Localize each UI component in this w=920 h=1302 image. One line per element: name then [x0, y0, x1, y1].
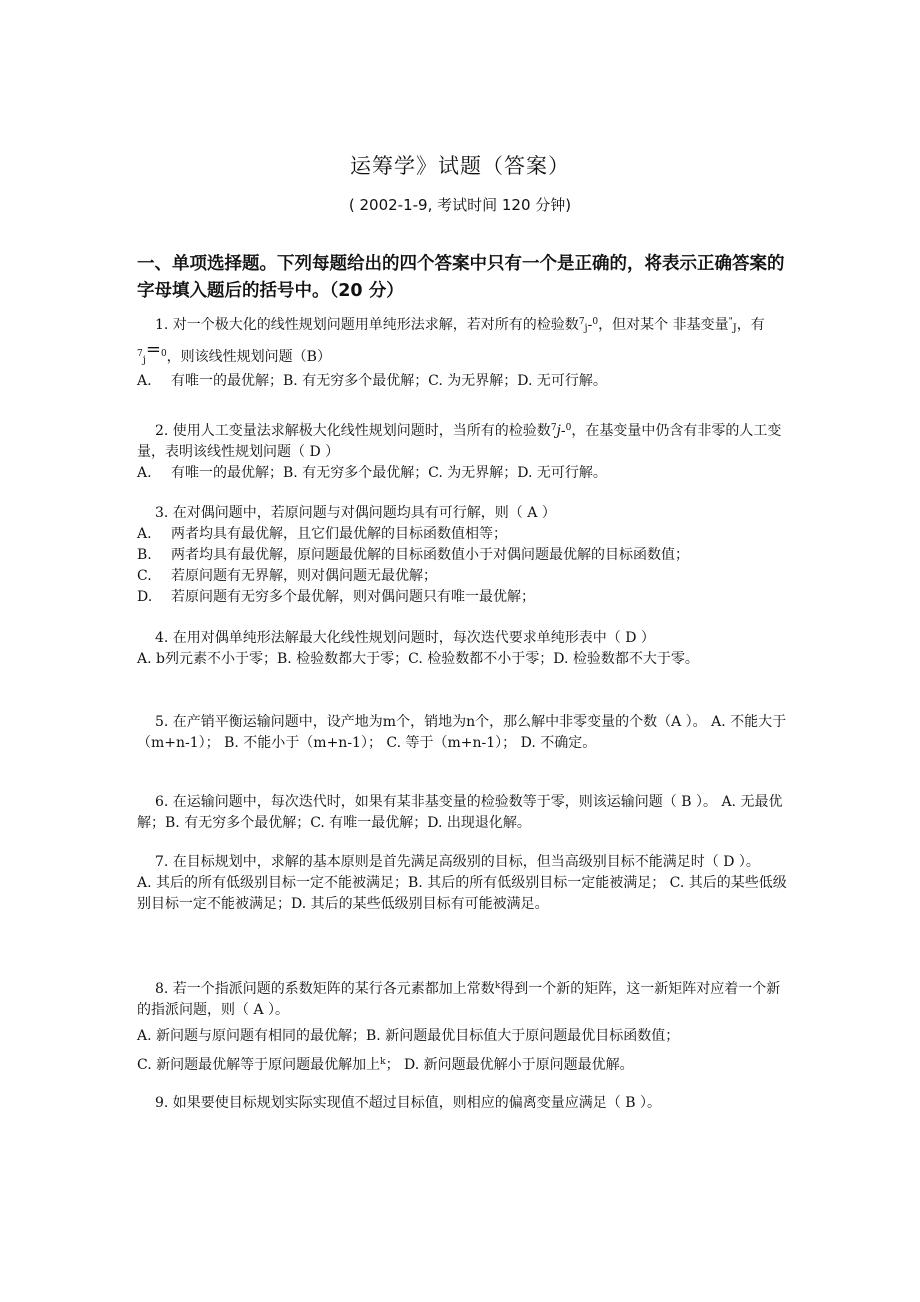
question-8-text: 8. 若一个指派问题的系数矩阵的某行各元素都加上常数$^k$得到一个新的矩阵，这一新矩阵对应着一个新的指派问题，则（ A ）。 — [137, 981, 781, 1018]
question-2 — [137, 418, 792, 484]
question-1-options: A. 有唯一的最优解；B. 有无穷多个最优解；C. 为无界解；D. 无可行解。 — [137, 373, 607, 389]
section-heading-single-choice: 一、单项选择题。下列每题给出的四个答案中只有一个是正确的，将表示正确答案的字母填入题后的括号中。（20 分） — [137, 254, 785, 301]
question-3-option-d: D. 若原问题有无穷多个最优解，则对偶问题只有唯一最优解； — [137, 589, 535, 605]
question-8 — [137, 976, 792, 1076]
question-3-option-c: C. 若原问题有无界解，则对偶问题无最优解； — [137, 568, 437, 584]
question-3-option-a: A. 两者均具有最优解，且它们最优解的目标函数值相等； — [137, 526, 507, 542]
question-1 — [137, 312, 792, 392]
question-4-text: 4. 在用对偶单纯形法解最大化线性规划问题时，每次迭代要求单纯形表中（ D ） — [155, 630, 655, 646]
question-4-options: A. b列元素不小于零；B. 检验数都大于零；C. 检验数都不小于零；D. 检验数都不大于零。 — [137, 651, 699, 667]
question-4 — [137, 628, 792, 670]
document-subtitle: ( 2002-1-9, 考试时间 120 分钟) — [348, 196, 572, 214]
question-9 — [137, 1093, 792, 1114]
question-3 — [137, 503, 792, 608]
question-6-text: 6. 在运输问题中，每次迭代时，如果有某非基变量的检验数等于零，则该运输问题（ B ）。 A. 无最优解；B. 有无穷多个最优解；C. 有唯一最优解；D. 出现退化解。 — [137, 794, 783, 831]
question-5 — [137, 712, 792, 754]
question-5-text: 5. 在产销平衡运输问题中，设产地为m个，销地为n个，那么解中非零变量的个数（A ）。 A. 不能大于（m+n-1）； B. 不能小于（m+n-1）； C. 等于（m+n-1）； D. 不确定。 — [137, 714, 787, 751]
question-2-options: A. 有唯一的最优解；B. 有无穷多个最优解；C. 为无界解；D. 无可行解。 — [137, 465, 607, 481]
question-6 — [137, 792, 792, 834]
question-8-options-ab: A. 新问题与原问题有相同的最优解；B. 新问题最优目标值大于原问题最优目标函数值； — [137, 1028, 680, 1044]
question-2-text: 2. 使用人工变量法求解极大化线性规划问题时，当所有的检验数$^7$j-$^0$，在基变量中仍含有非零的人工变量，表明该线性规划问题（ D ） — [137, 423, 782, 460]
question-7-text: 7. 在目标规划中，求解的基本原则是首先满足高级别的目标，但当高级别目标不能满足时（ D ）。 — [155, 854, 760, 870]
question-7-options: A. 其后的所有低级别目标一定不能被满足；B. 其后的所有低级别目标一定能被满足； C. 其后的某些低级别目标一定不能被满足；D. 其后的某些低级别目标有可能被满足。 — [137, 875, 787, 912]
question-8-options-cd: C. 新问题最优解等于原问题最优解加上$^k$； D. 新问题最优解小于原问题最优解。 — [137, 1057, 634, 1073]
question-3-text: 3. 在对偶问题中，若原问题与对偶问题均具有可行解，则（ A ） — [155, 505, 556, 521]
document-title: 运筹学》试题（答案） — [350, 154, 570, 178]
question-1-text: 1. 对一个极大化的线性规划问题用单纯形法求解，若对所有的检验数$^7_j$-$^0$，但对某个 非基变量"$_J$，有$^7_j$=$^0$，则该线性规划问题（B） — [137, 317, 765, 366]
question-3-option-b: B. 两者均具有最优解，原问题最优解的目标函数值小于对偶问题最优解的目标函数值； — [137, 547, 689, 563]
question-7 — [137, 852, 792, 915]
question-9-text: 9. 如果要使目标规划实际实现值不超过目标值，则相应的偏离变量应满足（ B ）。 — [155, 1095, 661, 1111]
